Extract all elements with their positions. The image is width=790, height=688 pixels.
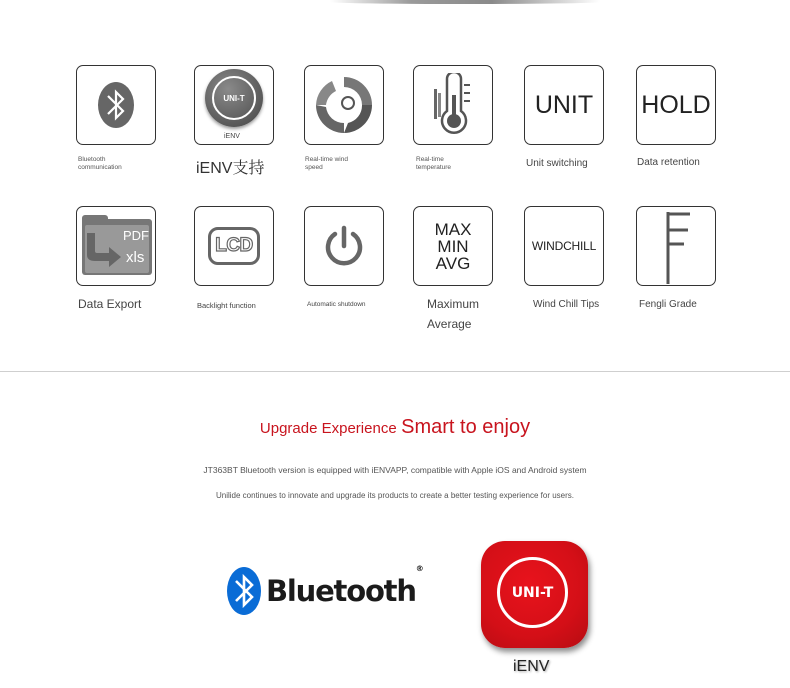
headline-upgrade: Upgrade Experience <box>259 420 397 437</box>
section-divider <box>0 371 790 372</box>
feature-label: Wind Chill Tips <box>533 299 600 310</box>
ienv-app-icon <box>481 541 588 648</box>
max-text: MAX <box>434 219 472 239</box>
feature-max-min-avg <box>413 206 523 331</box>
wind-fan-icon <box>304 65 384 145</box>
feature-label: Maximum Average <box>427 297 480 331</box>
bluetooth-icon <box>76 65 156 145</box>
feature-label: Automatic shutdown <box>307 301 366 308</box>
bluetooth-wordmark: Bluetooth® <box>266 564 423 608</box>
fengli-grade-icon <box>636 206 716 286</box>
feature-label: Data Export <box>78 297 142 311</box>
app-logo-text: UNI-T <box>511 584 554 601</box>
feature-unit-switching <box>524 65 634 169</box>
feature-data-retention <box>636 65 746 168</box>
top-shadow-decoration <box>330 0 600 4</box>
pdf-text: PDF <box>123 228 149 243</box>
promo-description-2: Unilide continues to innovate and upgrade its products to create a better testing experience for users. <box>216 491 574 500</box>
feature-label: Real-time wind speed <box>305 156 348 171</box>
uni-t-app-icon <box>194 65 274 145</box>
icon-caption: iENV <box>224 133 240 140</box>
hold-text-icon <box>636 65 716 145</box>
feature-label: Unit switching <box>526 158 588 169</box>
bluetooth-rune-icon <box>226 566 262 616</box>
promo-description-1: JT363BT Bluetooth version is equipped with iENVAPP, compatible with Apple iOS and Android system <box>203 465 587 475</box>
xls-text: xls <box>126 249 145 266</box>
lcd-text: LCD <box>215 235 253 256</box>
headline-smart: Smart to enjoy <box>401 416 531 438</box>
uni-t-logo-text: UNI-T <box>223 93 245 103</box>
feature-fengli-grade <box>636 206 746 310</box>
feature-label: iENV支持 <box>196 160 265 177</box>
thermometer-icon <box>413 65 493 145</box>
lcd-icon <box>194 206 274 286</box>
min-text: MIN <box>437 236 469 256</box>
bluetooth-logo <box>226 566 423 616</box>
feature-ienv <box>194 65 304 177</box>
hold-text: HOLD <box>641 90 711 119</box>
feature-data-export <box>76 206 186 311</box>
windchill-icon <box>524 206 604 286</box>
feature-backlight <box>194 206 304 310</box>
feature-wind-chill <box>524 206 634 310</box>
feature-label: Bluetooth communication <box>78 156 122 171</box>
feature-wind-speed <box>304 65 414 171</box>
avg-text: AVG <box>435 253 471 273</box>
unit-text: UNIT <box>534 90 594 119</box>
windchill-text: WINDCHILL <box>531 239 597 253</box>
pdf-xls-icon <box>76 206 156 286</box>
feature-label: Fengli Grade <box>639 299 697 310</box>
feature-auto-shutdown <box>304 206 414 308</box>
power-icon <box>304 206 384 286</box>
feature-temperature <box>413 65 523 171</box>
feature-label: Backlight function <box>197 301 256 310</box>
feature-bluetooth <box>76 65 186 171</box>
max-min-avg-icon <box>413 206 493 286</box>
feature-label: Real-time temperature <box>416 156 452 171</box>
feature-label: Data retention <box>637 157 700 168</box>
app-name-label: iENV <box>513 658 550 675</box>
unit-text-icon <box>524 65 604 145</box>
promo-headline <box>0 416 790 439</box>
